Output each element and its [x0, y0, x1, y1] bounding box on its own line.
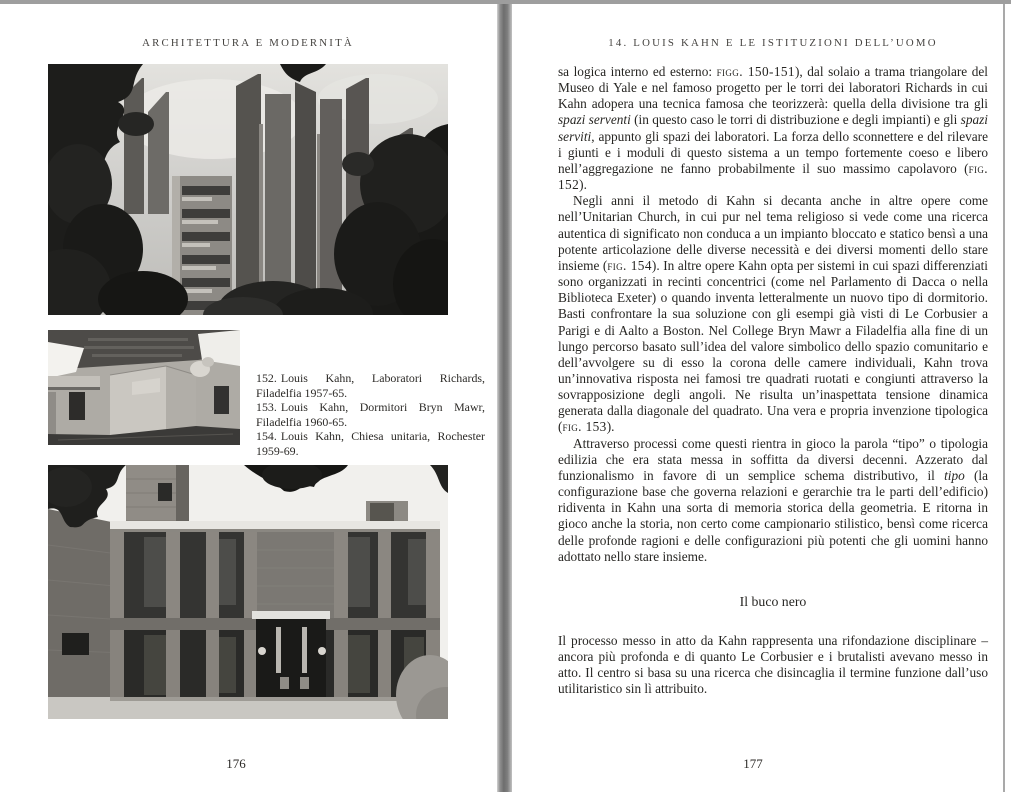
left-running-head: ARCHITETTURA E MODERNITÀ	[142, 37, 354, 49]
right-page-number: 177	[743, 756, 763, 771]
bryn-mawr-dormitories-photo	[48, 465, 448, 719]
caption-number: 152.	[256, 371, 277, 385]
figure-captions	[256, 371, 485, 459]
caption-152	[256, 371, 485, 400]
caption-text: Louis Kahn, Laboratori Richards, Filadelfia 1957-65.	[256, 371, 485, 400]
unitarian-church-interior-photo	[48, 330, 240, 445]
paragraph-1: sa logica interno ed esterno: figg. 150-151), dal solaio a trama triangolare del Museo di Yale e nel famoso progetto per le torri dei laboratori Richards in cui Kahn adopera una tecnica famosa che teorizzerà: quella della divisione tra gli spazi serventi (in questo caso le torri di distribuzione e degli impianti) e gli spazi serviti, appunto gli spazi dei laboratori. La forza dello sconnettere e del rilevare i giunti e i moduli di questo sistema a un tempo fortemente coeso e libero nell’aggregazione ne fanno probabilmente il suo massimo capolavoro (fig. 152).	[558, 64, 988, 193]
caption-number: 154.	[256, 429, 277, 444]
caption-text: Louis Kahn, Chiesa unitaria, Rochester 1959-69.	[256, 429, 485, 458]
caption-number: 153.	[256, 400, 277, 415]
paragraph-4: Il processo messo in atto da Kahn rappresenta una rifondazione disciplinare – ancora più profonda e di quanto Le Corbusier e i brutalisti avevano messo in atto. Il centro si basa su una ricerca che disincaglia il termine funzione dall’uso utilitaristico sin lì attribuito.	[558, 633, 988, 697]
caption-154	[256, 429, 485, 458]
caption-text: Louis Kahn, Dormitori Bryn Mawr, Filadelfia 1960-65.	[256, 400, 485, 429]
richards-laboratories-photo	[48, 64, 448, 315]
left-page-number: 176	[226, 756, 246, 771]
right-running-head: 14. LOUIS KAHN E LE ISTITUZIONI DELL’UOMO	[608, 37, 938, 49]
paragraph-3: Attraverso processi come questi rientra in gioco la parola “tipo” o tipologia edilizia che era stata messa in soffitta da diversi decenni. Azzerato dal funzionalismo in favore di un semplice schema distributivo, il tipo (la configurazione base che governa relazioni e gerarchie tra le parti dell’edificio) ridiventa in Kahn una sorta di memoria storica della geometria. E ritorna in gioco anche la storia, non certo come campionario stilistico, bensì come ricerca delle profonde ragioni e delle configurazioni più potenti che gli uomini hanno adottato nello stare insieme.	[558, 435, 988, 564]
section-heading: Il buco nero	[739, 593, 807, 609]
body-text-column	[558, 64, 988, 698]
book-gutter	[497, 4, 512, 792]
caption-153	[256, 400, 485, 429]
page-right-edge	[1003, 4, 1005, 792]
paragraph-2: Negli anni il metodo di Kahn si decanta anche in altre opere come nell’Unitarian Church, in cui pur nel tema religioso si vede come una ricerca autentica di significato non conduca a un impianto bloccato e statico bensì a una potente articolazione delle diverse necessità e dei diversi momenti dello stare insieme (fig. 154). In altre opere Kahn opta per sistemi in cui spazi differenziati sono organizzati in recinti concentrici (come nel Parlamento di Dacca o nella Biblioteca Exeter) o quando inventa letteralmente un nuovo tipo di dormitorio. Basti confrontare la sua soluzione con gli esempi già visti di Le Corbusier a Parigi e di Aalto a Boston. Nel College Bryn Mawr a Filadelfia alla fine di un lungo percorso basato sull’idea del valore simbolico dello spazio comunitario e dell’avvolgere su di esso la corona delle camere individuali, Kahn trova un’innovativa risposta nei famosi tre quadrati ruotati e congiunti attraverso la sovrapposizione degli angoli. Ne risulta un’inaspettata tensione dinamica generata dalla diagonale del quadrato. Una vera e propria invenzione tipologica (fig. 153).	[558, 193, 988, 435]
